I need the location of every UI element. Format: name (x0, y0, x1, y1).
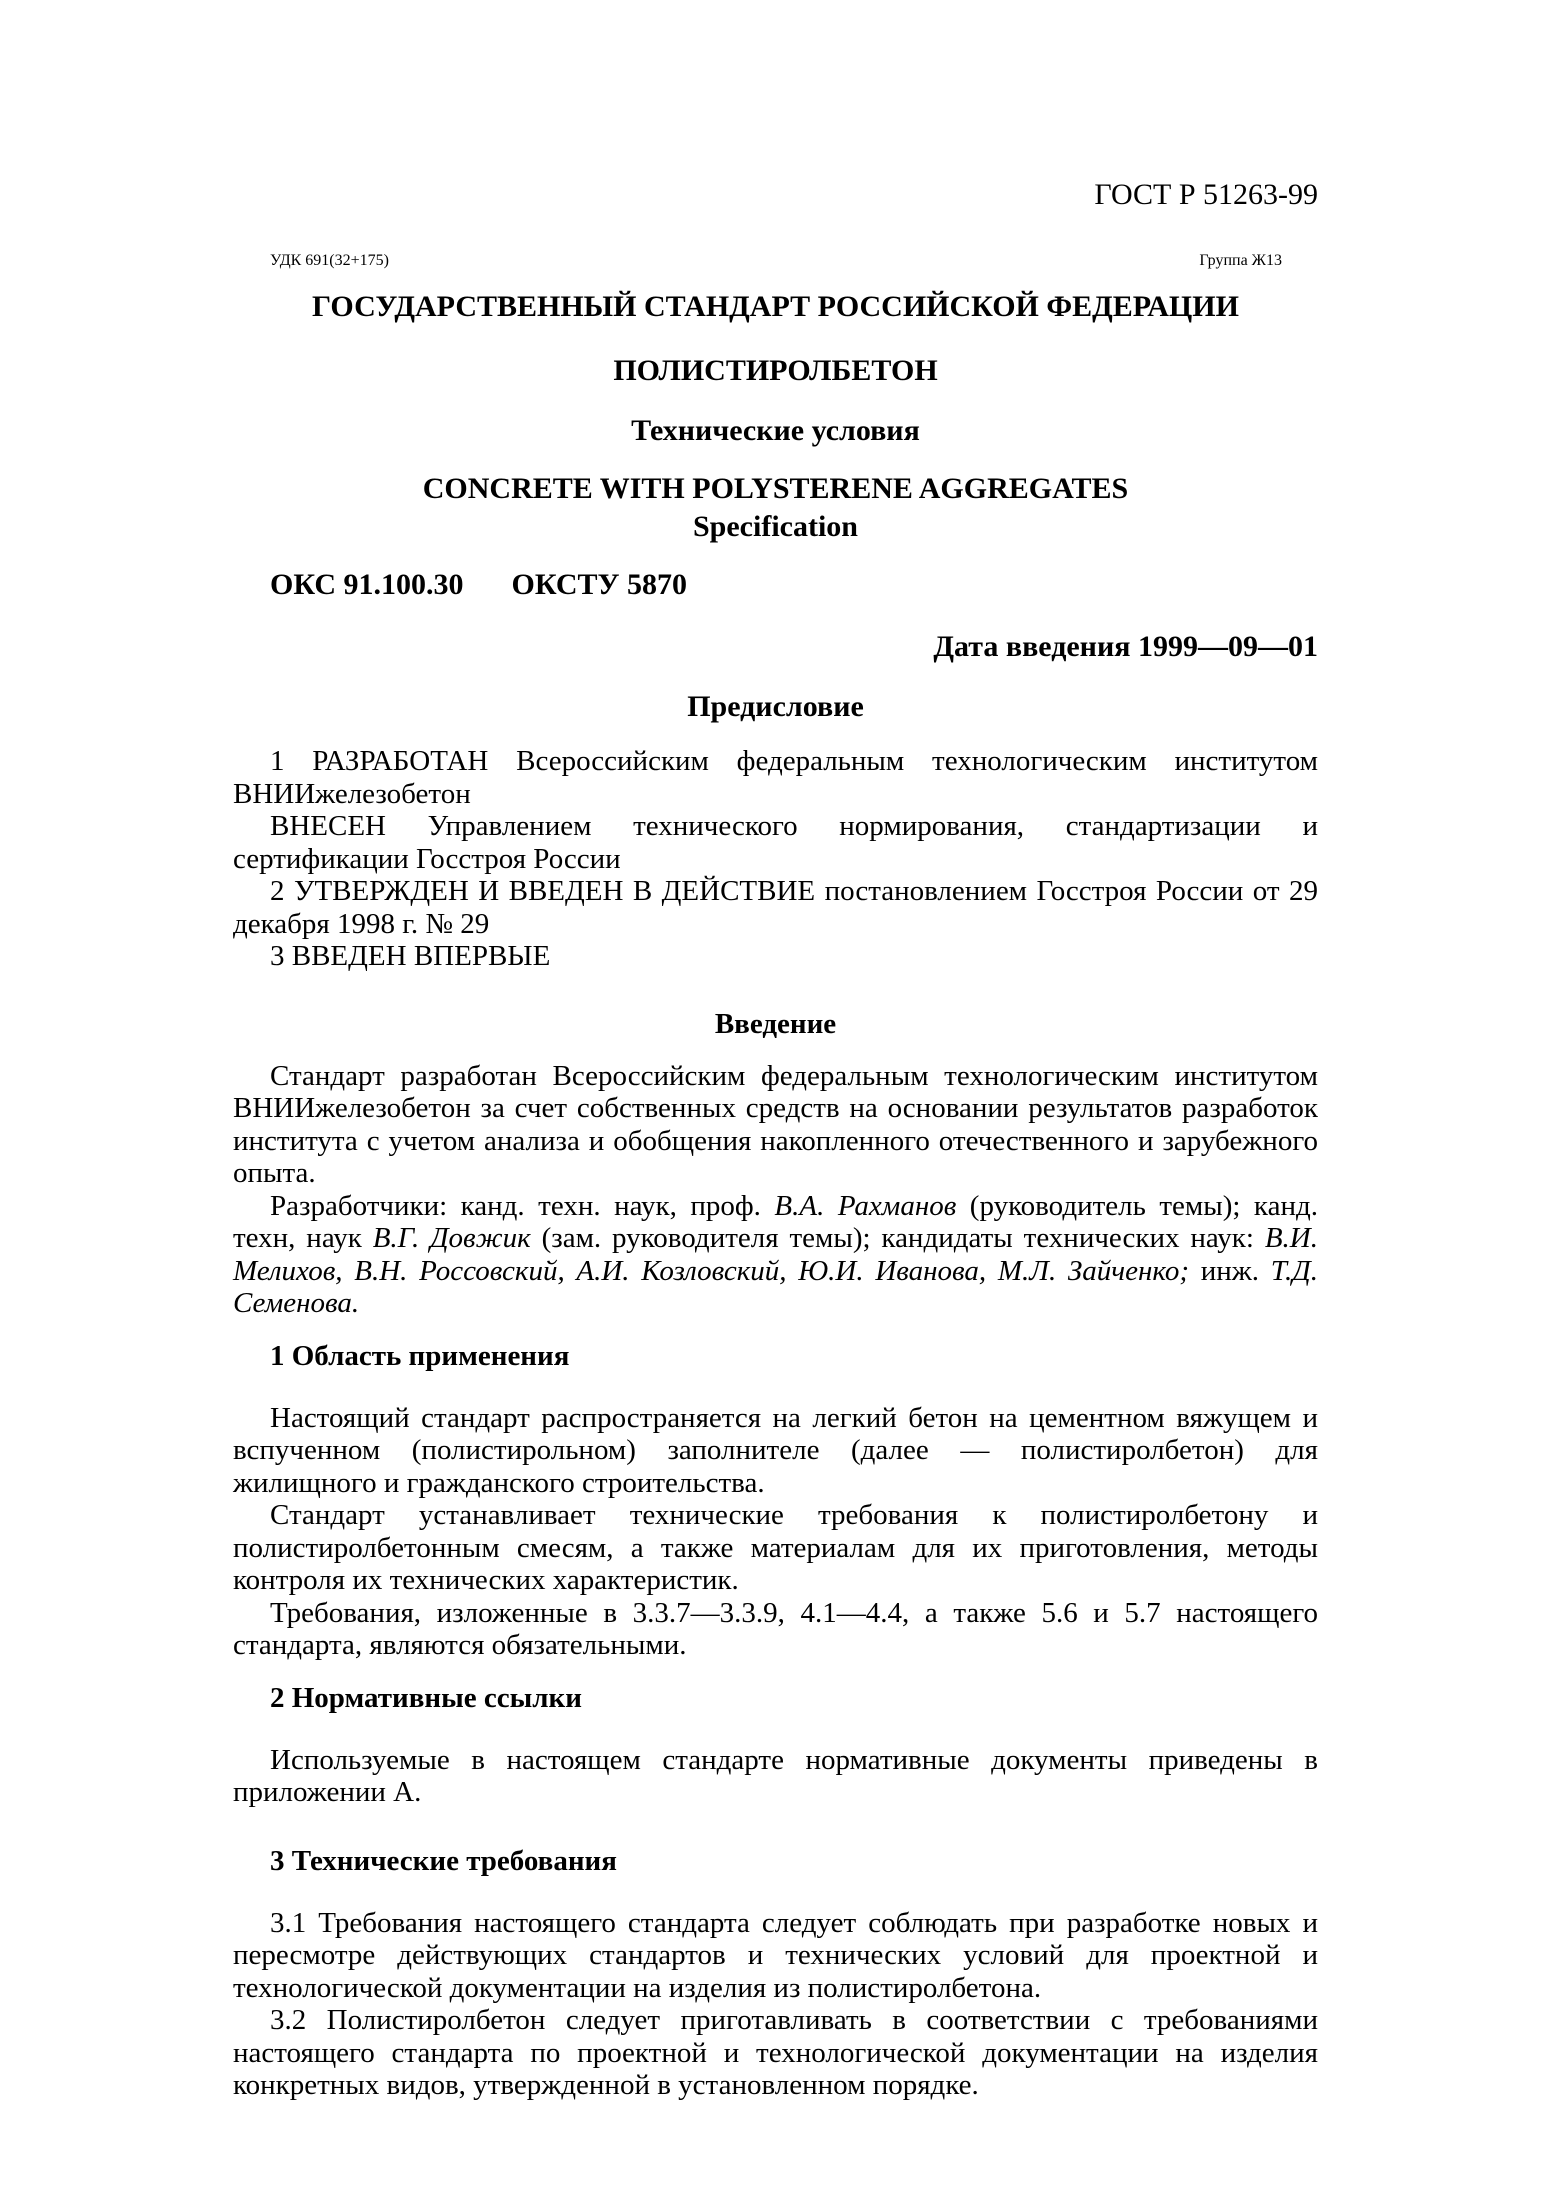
section-3-paragraph: 3.1 Требования настоящего стандарта следует соблюдать при разработке новых и пересмотре действующих стандартов и технических условий для проектной и технологической документации на изделия из полистиролбетона. (233, 1906, 1318, 2004)
standard-subtitle-ru: Технические условия (631, 414, 920, 447)
udk-group-row (233, 252, 1318, 270)
standard-subtitle-en: Specification (693, 510, 858, 543)
standard-subject-title: ПОЛИСТИРОЛБЕТОН (613, 354, 938, 387)
foreword-paragraph-developed: 1 РАЗРАБОТАН Всероссийским федеральным технологическим институтом ВНИИжелезобетон (233, 745, 1318, 810)
foreword-paragraph-submitted: ВНЕСЕН Управлением технического нормирования, стандартизации и сертификации Госстроя России (233, 810, 1318, 875)
foreword-heading: Предисловие (687, 690, 864, 723)
standard-org-title: ГОСУДАРСТВЕННЫЙ СТАНДАРТ РОССИЙСКОЙ ФЕДЕРАЦИИ (312, 290, 1239, 323)
section-1-paragraph: Настоящий стандарт распространяется на легкий бетон на цементном вяжущем и вспученном (полистирольном) заполнителе (далее — полистиролбетон) для жилищного и гражданского строительства. (233, 1401, 1318, 1499)
introduction-heading: Введение (714, 1007, 837, 1040)
section-2-heading: 2 Нормативные ссылки (270, 1681, 582, 1714)
section-1-heading: 1 Область применения (270, 1339, 570, 1372)
effective-date: Дата введения 1999—09—01 (933, 630, 1318, 663)
section-2-paragraph: Используемые в настоящем стандарте нормативные документы приведены в приложении А. (233, 1743, 1318, 1808)
udk-number: УДК 691(32+175) (270, 252, 389, 269)
doc-code: ГОСТ Р 51263-99 (1094, 178, 1318, 211)
standard-title-en: CONCRETE WITH POLYSTERENE AGGREGATES (422, 472, 1129, 505)
introduction-developers-paragraph: Разработчики: канд. техн. наук, проф. В.А. Рахманов (руководитель темы); канд. техн, наук В.Г. Довжик (зам. руководителя темы); кандидаты технических наук: В.И. Мелихов, В.Н. Россовский, А.И. Козловский, Ю.И. Иванова, М.Л. Зайченко; инж. Т.Д. Семенова. (233, 1189, 1318, 1319)
group-label: Группа Ж13 (1199, 252, 1282, 269)
foreword-paragraph-first-issue: 3 ВВЕДЕН ВПЕРВЫЕ (270, 940, 551, 972)
section-1-paragraph: Требования, изложенные в 3.3.7—3.3.9, 4.1—4.4, а также 5.6 и 5.7 настоящего стандарта, являются обязательными. (233, 1596, 1318, 1661)
section-3-heading: 3 Технические требования (270, 1844, 617, 1877)
introduction-paragraph: Стандарт разработан Всероссийским федеральным технологическим институтом ВНИИжелезобетон за счет собственных средств на основании результатов разработок института с учетом анализа и обобщения накопленного отечественного и зарубежного опыта. (233, 1059, 1318, 1189)
section-3-paragraph: 3.2 Полистиролбетон следует приготавливать в соответствии с требованиями настоящего стандарта по проектной и технологической документации на изделия конкретных видов, утвержденной в установленном порядке. (233, 2004, 1318, 2101)
section-1-paragraph: Стандарт устанавливает технические требования к полистиролбетону и полистиролбетонным смесям, а также материалам для их приготовления, методы контроля их технических характеристик. (233, 1499, 1318, 1596)
oks-okstu-line (233, 566, 1318, 604)
standard-title-en-block (233, 470, 1318, 546)
foreword-paragraph-approved: 2 УТВЕРЖДЕН И ВВЕДЕН В ДЕЙСТВИЕ постановлением Госстроя России от 29 декабря 1998 г. № 29 (233, 875, 1318, 940)
oks-code: ОКС 91.100.30 (270, 568, 464, 601)
okstu-code: ОКСТУ 5870 (511, 568, 688, 601)
